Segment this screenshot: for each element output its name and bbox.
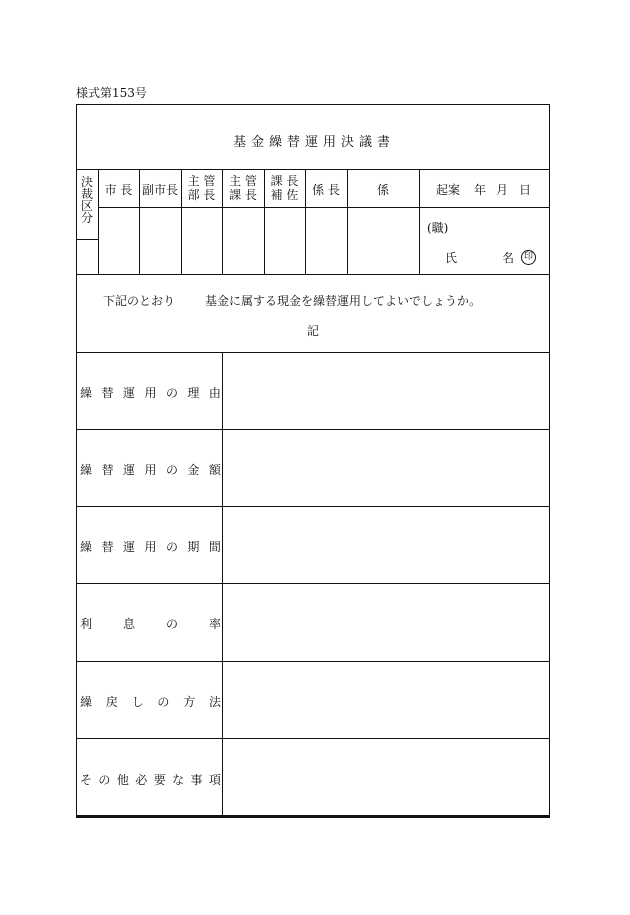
- kubun-char: 区: [80, 199, 93, 213]
- header-line: 主 管: [229, 174, 257, 188]
- label-char: の: [98, 773, 111, 787]
- divider-row-1: [76, 429, 550, 430]
- label-char: 額: [208, 463, 221, 477]
- shi-label: 氏: [445, 251, 458, 265]
- label-char: 法: [208, 695, 221, 709]
- label-char: の: [157, 695, 170, 709]
- label-char: 用: [144, 540, 157, 554]
- label-char: の: [165, 386, 178, 400]
- header-kakaricho: 係 長: [312, 183, 340, 197]
- label-char: 替: [101, 463, 114, 477]
- header-kacho-hosa: [264, 174, 305, 202]
- label-char: 方: [183, 695, 196, 709]
- body-suffix: 基金に属する現金を繰替運用してよいでしょうか。: [205, 294, 482, 308]
- label-char: 用: [144, 386, 157, 400]
- label-char: 理: [187, 386, 200, 400]
- label-char: 項: [208, 773, 221, 787]
- stamp-mark: [521, 248, 536, 265]
- label-char: 運: [122, 540, 135, 554]
- divider-row-5: [76, 738, 550, 739]
- label-char: 間: [208, 540, 221, 554]
- label-char: 繰: [80, 540, 93, 554]
- divider-row-4: [76, 661, 550, 662]
- label-char: 利: [80, 617, 93, 631]
- body-prefix: 下記のとおり: [103, 294, 176, 308]
- header-line: 部 長: [187, 188, 216, 202]
- label-char: 用: [144, 463, 157, 477]
- row-label-period: [80, 538, 221, 555]
- kessai-kubun-label: [76, 176, 98, 224]
- divider-approval-header: [98, 207, 550, 208]
- label-char: 替: [101, 540, 114, 554]
- header-line: 補 佐: [270, 188, 299, 202]
- label-char: 必: [135, 773, 148, 787]
- label-char: 運: [122, 386, 135, 400]
- label-char: 事: [190, 773, 203, 787]
- label-char: 息: [122, 617, 135, 631]
- header-fukushicho: 副市長: [141, 183, 178, 197]
- divider-row-3: [76, 583, 550, 584]
- divider-kubun: [76, 239, 98, 240]
- divider-row-2: [76, 506, 550, 507]
- col-line-8: [419, 169, 420, 274]
- label-char: 戻: [105, 695, 118, 709]
- header-line: 課 長: [270, 174, 299, 188]
- header-shicho: 市 長: [104, 183, 133, 197]
- label-char: の: [165, 617, 178, 631]
- label-char: 繰: [80, 463, 93, 477]
- label-char: 由: [208, 386, 221, 400]
- row-label-amount: [80, 461, 221, 478]
- kubun-char: 裁: [80, 187, 93, 201]
- label-char: 替: [101, 386, 114, 400]
- label-char: 繰: [80, 695, 93, 709]
- row-label-reason: [80, 384, 221, 401]
- label-char: な: [172, 773, 185, 787]
- frame-bottom-border: [76, 815, 550, 818]
- header-line: 課 長: [229, 188, 257, 202]
- kubun-char: 決: [80, 175, 93, 189]
- label-char: の: [165, 540, 178, 554]
- rows-label-divider: [222, 352, 223, 816]
- label-char: 繰: [80, 386, 93, 400]
- label-char: 率: [208, 617, 221, 631]
- label-char: そ: [80, 773, 93, 787]
- row-label-other-matters: [80, 771, 221, 788]
- body-ki: 記: [307, 324, 320, 338]
- label-char: 要: [153, 773, 166, 787]
- label-char: の: [165, 463, 178, 477]
- tsuki-label: 月: [496, 183, 509, 197]
- kubun-char: 分: [80, 211, 93, 225]
- nen-label: 年: [474, 183, 487, 197]
- header-kakari: 係: [376, 183, 389, 197]
- label-char: 期: [187, 540, 200, 554]
- kian-label: 起案: [436, 183, 461, 197]
- header-line: 主 管: [187, 174, 216, 188]
- mei-label: 名: [502, 251, 515, 265]
- label-char: し: [131, 695, 144, 709]
- stamp-icon: 印: [521, 250, 536, 265]
- hi-label: 日: [519, 183, 532, 197]
- form-number: 様式第153号: [76, 86, 147, 100]
- shoku-label: (職): [427, 221, 449, 235]
- header-shukan-kacho: [222, 174, 264, 202]
- label-char: 金: [187, 463, 200, 477]
- label-char: 運: [122, 463, 135, 477]
- divider-title: [76, 169, 550, 170]
- divider-body: [76, 352, 550, 353]
- row-label-interest-rate: [80, 615, 221, 632]
- label-char: 他: [116, 773, 129, 787]
- form-title: 基金繰替運用決議書: [232, 135, 395, 150]
- divider-approval: [76, 274, 550, 275]
- row-label-return-method: [80, 693, 221, 710]
- header-shukan-bucho: [181, 174, 222, 202]
